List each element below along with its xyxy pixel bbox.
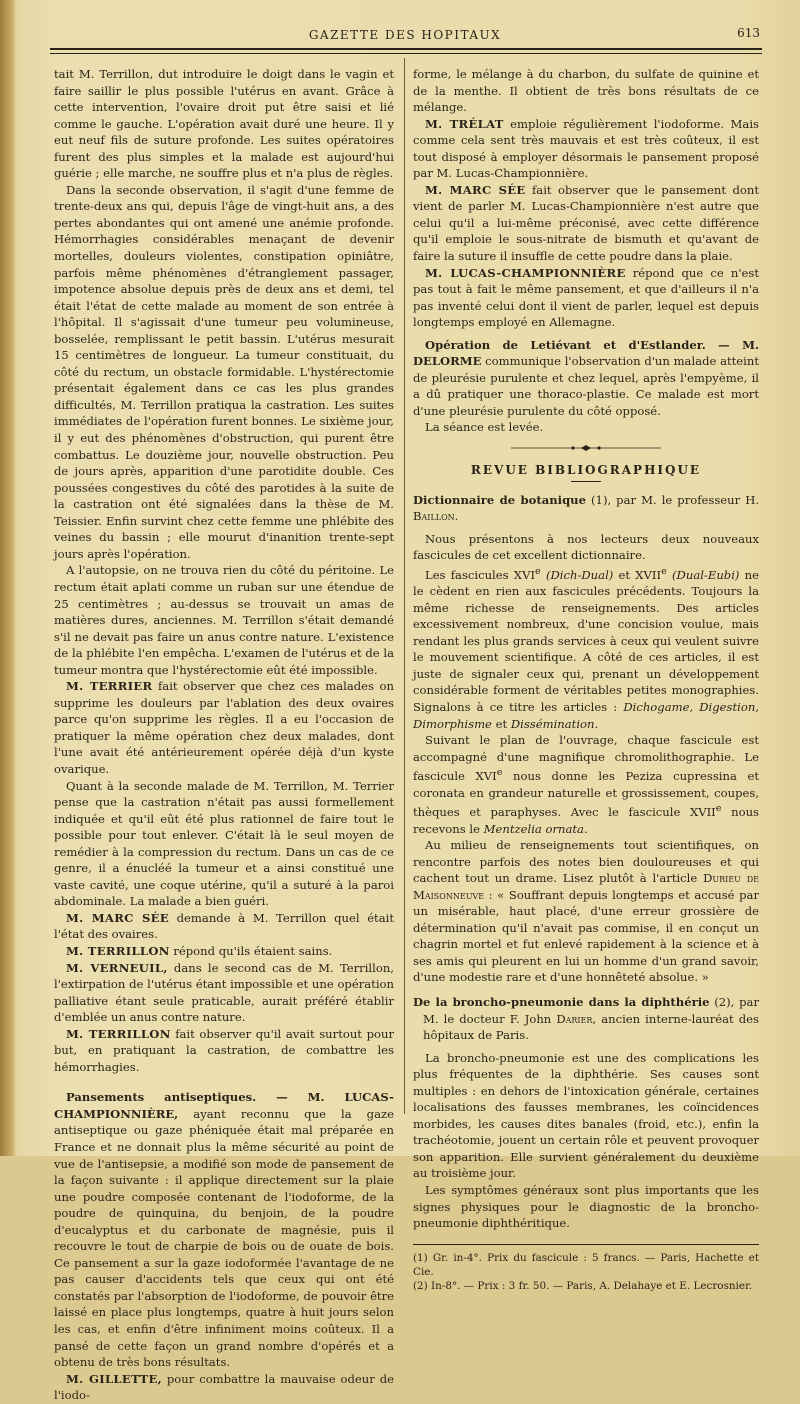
superscript: e (496, 767, 503, 779)
italic-run: Dissémination. (510, 716, 599, 731)
book-title: Dictionnaire de botanique (413, 492, 586, 507)
paragraph-text: communique l'observation d'un malade atteint de pleurésie purulente et chez lequel, après l'empyème, il a dû pratiquer une thoraco-plastie. Ce malade est mort d'une pleurésie purulente du côté opposé. (413, 354, 759, 418)
book-title: De la broncho-pneumonie dans la diphthérie (413, 995, 710, 1010)
paragraph-text: ayant reconnu que la gaze antiseptique ou gaze phéniquée était mal préparée en France et ne donnait plus la même sécurité au point de vue de l'antisepsie, a modifié son mode de pansement de la façon suivante : il applique directement sur la plaie une poudre composée contenant de l'iodoforme, de la poudre de quinquina, du benjoin, de la poudre d'eucalyptus et du carbonate de magnésie, puis il recouvre le tout de charpie de bois ou de ouate de bois. Ce pansement a sur la gaze iodoformée l'avantage de ne pas causer d'accidents tels que ceux qui ont été constatés par l'absorption de l'iodoforme, de pouvoir être laissé en place plus longtemps, quatre à huit jours selon les cas, et enfin d'être infiniment moins coûteux. Il a pansé de cette façon un grand nombre d'opérés et a obtenu de très bons résultats. (54, 1106, 394, 1370)
title-underline (571, 481, 601, 482)
page-header (50, 26, 760, 48)
paragraph: La broncho-pneumonie est une des complications les plus fréquentes de la diphthérie. Ses causes sont multiples : en dehors de l'intoxication générale, certaines localisations des fausses membranes, les coïncidences morbides, les causes dites banales (froid, etc.), enfin la trachéotomie, jouent un certain rôle et peuvent provoquer son apparition. Elle survient généralement du deuxième au troisième jour. (413, 1050, 759, 1181)
speaker-name: M. GILLETTE, (66, 1371, 162, 1386)
paragraph (54, 1026, 394, 1076)
binding-spine (0, 0, 16, 1156)
header-rule-thin (50, 53, 762, 54)
paragraph-text: pour combattre la mauvaise odeur de l'iodo- (54, 1371, 394, 1403)
text-run: Au milieu de renseignements tout scientifiques, on rencontre parfois des notes bien douloureuses et qui cachent tout un drame. Lisez plutôt à l'article (413, 838, 759, 886)
section-ornament (511, 444, 661, 452)
paragraph-text: répond qu'ils étaient sains. (169, 943, 333, 958)
paragraph-text: emploie régulièrement l'iodoforme. Mais comme cela sent très mauvais et est très coûteux, il est tout disposé à employer désormais le pansement proposé par M. Lucas-Championnière. (413, 116, 759, 181)
paragraph (413, 265, 759, 331)
paragraph-text: dans le second cas de M. Terrillon, l'extirpation de l'utérus étant impossible et une opération palliative étant seule praticable, aurait préféré établir d'emblée un anus contre nature. (54, 960, 394, 1025)
superscript: e (715, 803, 722, 815)
text-run: Suivant le plan de l'ouvrage, chaque fascicule est accompagné d'une magnifique chromolithographie. Le fascicule XVI (413, 733, 759, 784)
speaker-name: M. MARC SÉE (66, 910, 169, 925)
footnote: (2) In-8°. — Prix : 3 fr. 50. — Paris, A. Delahaye et E. Lecrosnier. (413, 1279, 753, 1292)
header-rule (50, 48, 762, 50)
paragraph (413, 116, 759, 182)
text-run: nous recevons le (413, 805, 759, 836)
paragraph: Dans la seconde observation, il s'agit d'une femme de trente-deux ans qui, depuis l'âge de vingt-huit ans, a des pertes abondantes qui ont amené une anémie profonde. Hémorrhagies considérables menaçant de devenir mortelles, douleurs violentes, constipation opiniâtre, parfois même phénomènes d'étranglement passager, impotence absolue depuis près de deux ans et demi, tel était l'état de cette malade au moment de son entrée à l'hôpital. Il s'agissait d'une tumeur peu volumineuse, bosselée, remplissant le petit bassin. L'utérus mesurait 15 centimètres de longueur. La tumeur constituait, du côté du rectum, un obstacle formidable. L'hystérectomie présentait également dans ce cas les plus grandes difficultés, M. Terrillon pratiqua la castration. Les suites immédiates de l'opération furent bonnes. Le sixième jour, il y eut des phénomènes d'obstruction, qui purent être combattus. Le douzième jour, nouvelle obstruction. Peu de jours après, apparition d'une parotidite double. Ces poussées congestives du côté des parotides à la suite de la castration ont été signalées dans la thèse de M. Teissier. Enfin survint chez cette femme une phlébite des veines du bassin ; elle mourut d'inanition trente-sept jours après l'opération. (54, 182, 394, 561)
journal-title: GAZETTE DES HOPITAUX (308, 28, 502, 42)
paragraph: tait M. Terrillon, dut introduire le doigt dans le vagin et faire saillir le plus possible l'utérus en avant. Grâce à cette intervention, l'ovaire droit put être saisi et lié comme le gauche. L'opération avait duré une heure. Il y eut neuf fils de suture profonde. Les suites opératoires furent des plus simples et la malade est aujourd'hui guérie ; elle marche, ne souffre plus et n'a plus de règles. (54, 67, 394, 181)
text-run: ne le cèdent en rien aux fascicules précédents. Toujours la même richesse de renseignements. Des articles excessivement nombreux, d'une concision voulue, mais rendant les plus grands services à ceux qui veulent suivre le mouvement scientifique. A côté de ces articles, il est juste de signaler ceux qui, prenant un développement considérable forment de véritables petites monographies. Signalons à ce titre les articles : (413, 567, 759, 714)
section-heading: Opération de Letiévant et d'Estlander. — M. DELORME (413, 337, 759, 369)
speaker-name: M. TERRIER (66, 679, 153, 694)
paragraph-text: fait observer que le pansement dont vient de parler M. Lucas-Championnière n'est autre que celui qu'il a lui-même préconisé, avec cette différence qu'il emploie le sous-nitrate de bismuth et qu'avant de faire la suture il insuffle de cette poudre dans la plaie. (413, 182, 759, 264)
paragraph-text: (1), par M. le professeur (586, 492, 746, 507)
paragraph: La séance est levée. (425, 420, 544, 435)
italic-run: (Dual-Eubi) (666, 567, 740, 582)
superscript: e (535, 565, 541, 577)
paragraph (413, 564, 759, 732)
author-name: Durieu de Maisonneuve (413, 871, 759, 902)
section-heading: Pansements antiseptiques. — M. LUCAS-CHAMPIONNIÈRE, (54, 1090, 394, 1121)
paragraph (54, 1371, 394, 1404)
paragraph: A l'autopsie, on ne trouva rien du côté du péritoine. Le rectum était aplati comme un ruban sur une étendue de 25 centimètres ; au-dessus se trouvait un amas de matières dures, anciennes. M. Terrillon s'était demandé s'il ne devait pas faire un anus contre nature. L'existence de la phlébite l'en empêcha. L'examen de l'utérus et de la tumeur montra que l'hystérectomie eût été impossible. (54, 563, 394, 677)
text-run: nous donne les Peziza cupressina et coronata en grandeur naturelle et grossissement, coupes, thèques et paraphyses. Avec le fascicule XVII (413, 769, 759, 819)
author-name: H. Baillon. (413, 492, 760, 524)
paragraph (413, 337, 759, 420)
italic-run: Dichogame, Digestion, Dimorphisme (413, 700, 759, 731)
left-column (54, 66, 394, 1404)
paragraph-text: demande à M. Terrillon quel était l'état des ovaires. (54, 910, 394, 942)
text-run: ancien interne-lauréat des hôpitaux de Paris. (423, 1011, 759, 1043)
author-name: Darier, (556, 1011, 597, 1026)
italic-run: Mentzelia ornata. (483, 821, 588, 836)
paragraph-text: fait observer qu'il avait surtout pour but, en pratiquant la castration, de combattre les hémorrhagies. (54, 1026, 394, 1074)
right-column (413, 66, 759, 1293)
paragraph (413, 492, 759, 525)
paragraph (413, 994, 759, 1044)
paragraph (413, 837, 759, 986)
review-section-title: REVUE BIBLIOGRAPHIQUE (470, 463, 702, 478)
superscript: e (661, 565, 667, 577)
paragraph (413, 182, 759, 265)
text-run: Les fascicules XVI (425, 567, 536, 582)
text-run: (2), par M. le docteur F. John (423, 995, 759, 1026)
footnote-rule (413, 1244, 759, 1245)
speaker-name: M. MARC SÉE (425, 182, 526, 197)
paragraph: Quant à la seconde malade de M. Terrillon, M. Terrier pense que la castration n'était pas aussi formellement indiquée et qu'il eût été plus rationnel de faire tout le possible pour tout enlever. C'était là le seul moyen de remédier à la compression du rectum. Dans un cas de ce genre, il a énucléé la tumeur et a ainsi constitué une vaste cavité, une coque utérine, qu'il a suturé à la paroi abdominale. La malade a bien guéri. (54, 778, 394, 909)
paragraph (54, 1089, 394, 1370)
paragraph (413, 732, 759, 837)
text-run: et XVII (613, 567, 662, 582)
paragraph (54, 960, 394, 1026)
page-number: 613 (737, 26, 760, 40)
paragraph-text: répond que ce n'est pas tout à fait le même pansement, et que d'ailleurs il n'a pas inventé celui dont il vient de parler, lequel est depuis longtemps employé en Allemagne. (413, 265, 759, 330)
speaker-name: M. LUCAS-CHAMPIONNIÈRE (425, 265, 626, 280)
italic-run: (Dich-Dual) (540, 567, 614, 582)
text-run: : « Souffrant depuis longtemps et accusé par un misérable, haut placé, d'une erreur grossière de détermination qu'il n'avait pas commise, il en conçut un chagrin mortel et fut enlevé rapidement à la science et à ses amis qui pleurent en lui un homme d'un grand savoir, d'une modestie rare et d'une honnêteté absolue. » (413, 887, 759, 985)
speaker-name: M. TERRILLON (66, 1026, 171, 1041)
speaker-name: M. VERNEUIL, (66, 960, 168, 975)
paragraph (54, 943, 394, 960)
column-separator (404, 58, 405, 1114)
speaker-name: M. TRÉLAT (425, 116, 504, 131)
paragraph: forme, le mélange à du charbon, du sulfate de quinine et de la menthe. Il obtient de très bons résultats de ce mélange. (413, 67, 759, 115)
paragraph: Les symptômes généraux sont plus importants que les signes physiques pour le diagnostic de la broncho-pneumonie diphthéritique. (413, 1183, 759, 1231)
paragraph (54, 910, 394, 943)
text-run: et (491, 716, 511, 731)
footnote: (1) Gr. in-4°. Prix du fascicule : 5 francs. — Paris, Hachette et Cie. (413, 1251, 759, 1278)
paragraph: Nous présentons à nos lecteurs deux nouveaux fascicules de cet excellent dictionnaire. (413, 531, 759, 563)
paragraph-text: fait observer que chez ces malades on supprime les douleurs par l'ablation des deux ovaires parce qu'on supprime les règles. Il a eu l'occasion de pratiquer la même opération chez deux malades, dont l'une avait été antérieurement opérée déjà d'un kyste ovarique. (54, 679, 394, 776)
paragraph (54, 678, 394, 777)
speaker-name: M. TERRILLON (66, 943, 170, 958)
